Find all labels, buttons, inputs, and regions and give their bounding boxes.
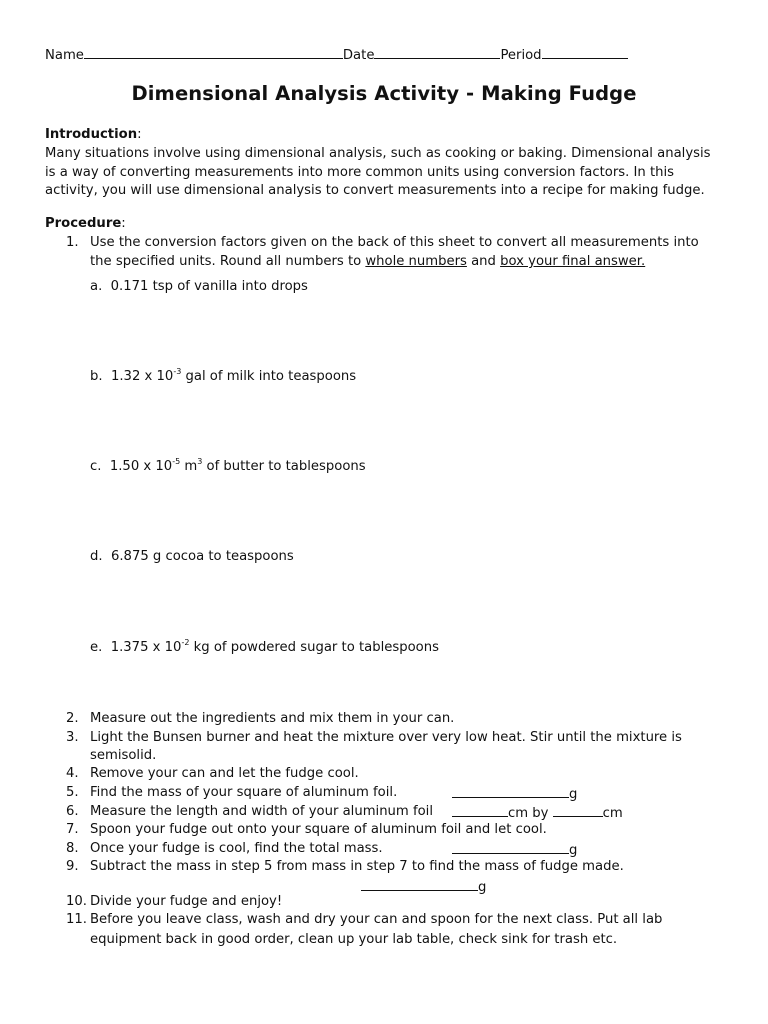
sub-item-e-text: kg of powdered sugar to tablespoons <box>189 640 439 655</box>
period-field[interactable] <box>542 46 628 59</box>
step-5-number: 5. <box>66 785 79 800</box>
step-8-answer <box>452 841 577 858</box>
step-5-answer <box>452 785 577 802</box>
sub-item-e-exponent: -2 <box>181 638 190 647</box>
step-4-text: Remove your can and let the fudge cool. <box>90 766 359 781</box>
step-11-text-2: equipment back in good order, clean up your lab table, check sink for trash etc. <box>90 932 618 947</box>
step-11-number: 11. <box>66 912 87 927</box>
header-line <box>45 46 628 63</box>
sub-item-c-exponent: -5 <box>172 457 181 466</box>
sub-item-e-label: e. <box>90 640 103 655</box>
step-7-number: 7. <box>66 822 79 837</box>
sub-item-b <box>90 369 356 384</box>
step-3-text-2: semisolid. <box>90 748 157 763</box>
step-8-text: Once your fudge is cool, find the total mass. <box>90 841 383 856</box>
step-4-number: 4. <box>66 766 79 781</box>
sub-item-a <box>90 279 308 294</box>
foil-width-field[interactable] <box>553 804 603 817</box>
sub-item-e-base: 1.375 x 10 <box>110 640 182 655</box>
step-1-line-2 <box>90 254 645 269</box>
sub-item-c-text: of butter to tablespoons <box>202 459 366 474</box>
sub-item-a-label: a. <box>90 279 103 294</box>
sub-item-c-unit-exponent: 3 <box>197 457 203 466</box>
intro-line-1: Many situations involve using dimensional analysis, such as cooking or baking. Dimensional analysis <box>45 146 711 161</box>
step-6-unit-2: cm <box>602 806 623 821</box>
procedure-colon: : <box>121 216 126 231</box>
step-9-text: Subtract the mass in step 5 from mass in step 7 to find the mass of fudge made. <box>90 859 624 874</box>
step-1-number: 1. <box>66 235 79 250</box>
step-2-text: Measure out the ingredients and mix them in your can. <box>90 711 455 726</box>
date-label: Date <box>342 48 375 63</box>
sub-item-c-base: 1.50 x 10 <box>109 459 173 474</box>
step-3-number: 3. <box>66 730 79 745</box>
date-field[interactable] <box>374 46 500 59</box>
sub-item-a-text: 0.171 tsp of vanilla into drops <box>110 279 308 294</box>
step-6-answer <box>452 804 623 821</box>
sub-item-b-exponent: -3 <box>173 367 182 376</box>
step-5-text: Find the mass of your square of aluminum foil. <box>90 785 398 800</box>
box-answer-emphasis: box your final answer. <box>500 254 646 269</box>
intro-colon: : <box>137 127 142 142</box>
period-label: Period <box>500 48 542 63</box>
step-8-number: 8. <box>66 841 79 856</box>
whole-numbers-emphasis: whole numbers <box>365 254 467 269</box>
step-3-text: Light the Bunsen burner and heat the mixture over very low heat. Stir until the mixture is <box>90 730 682 745</box>
foil-mass-field[interactable] <box>452 785 569 798</box>
sub-item-e <box>90 640 439 655</box>
total-mass-field[interactable] <box>452 841 569 854</box>
step-10-text: Divide your fudge and enjoy! <box>90 894 283 909</box>
foil-length-field[interactable] <box>452 804 508 817</box>
sub-item-c-unit: m <box>180 459 198 474</box>
step-9-unit: g <box>478 880 487 895</box>
step-7-text: Spoon your fudge out onto your square of aluminum foil and let cool. <box>90 822 547 837</box>
intro-heading <box>45 127 142 142</box>
name-field[interactable] <box>84 46 343 59</box>
page-title: Dimensional Analysis Activity - Making Fudge <box>131 82 637 105</box>
step-8-unit: g <box>569 843 578 858</box>
step-9-number: 9. <box>66 859 79 874</box>
step-6-text: Measure the length and width of your aluminum foil <box>90 804 433 819</box>
fudge-mass-field[interactable] <box>361 878 478 891</box>
step-1-line-1: Use the conversion factors given on the back of this sheet to convert all measurements into <box>90 235 699 250</box>
name-label: Name <box>45 48 84 63</box>
procedure-heading <box>45 216 126 231</box>
step-2-number: 2. <box>66 711 79 726</box>
step-5-unit: g <box>569 787 578 802</box>
step-10-number: 10. <box>66 894 87 909</box>
sub-item-d-text: 6.875 g cocoa to teaspoons <box>110 549 294 564</box>
step-6-number: 6. <box>66 804 79 819</box>
sub-item-c <box>90 459 366 474</box>
step-1-and: and <box>466 254 501 269</box>
sub-item-b-label: b. <box>90 369 103 384</box>
sub-item-d <box>90 549 294 564</box>
step-9-answer <box>361 878 486 895</box>
sub-item-c-label: c. <box>90 459 102 474</box>
step-6-unit-1: cm by <box>508 806 549 821</box>
intro-paragraph <box>45 145 735 201</box>
sub-item-d-label: d. <box>90 549 103 564</box>
intro-line-3: activity, you will use dimensional analysis to convert measurements into a recipe for making fudge. <box>45 183 705 198</box>
step-11-text: Before you leave class, wash and dry your can and spoon for the next class. Put all lab <box>90 912 663 927</box>
sub-item-b-base: 1.32 x 10 <box>110 369 174 384</box>
intro-heading-label: Introduction <box>45 127 138 142</box>
procedure-heading-label: Procedure <box>45 216 122 231</box>
intro-line-2: is a way of converting measurements into more common units using conversion factors. In this <box>45 164 675 180</box>
sub-item-b-text: gal of milk into teaspoons <box>181 369 357 384</box>
step-1-line-2-text: the specified units. Round all numbers to <box>90 254 366 269</box>
